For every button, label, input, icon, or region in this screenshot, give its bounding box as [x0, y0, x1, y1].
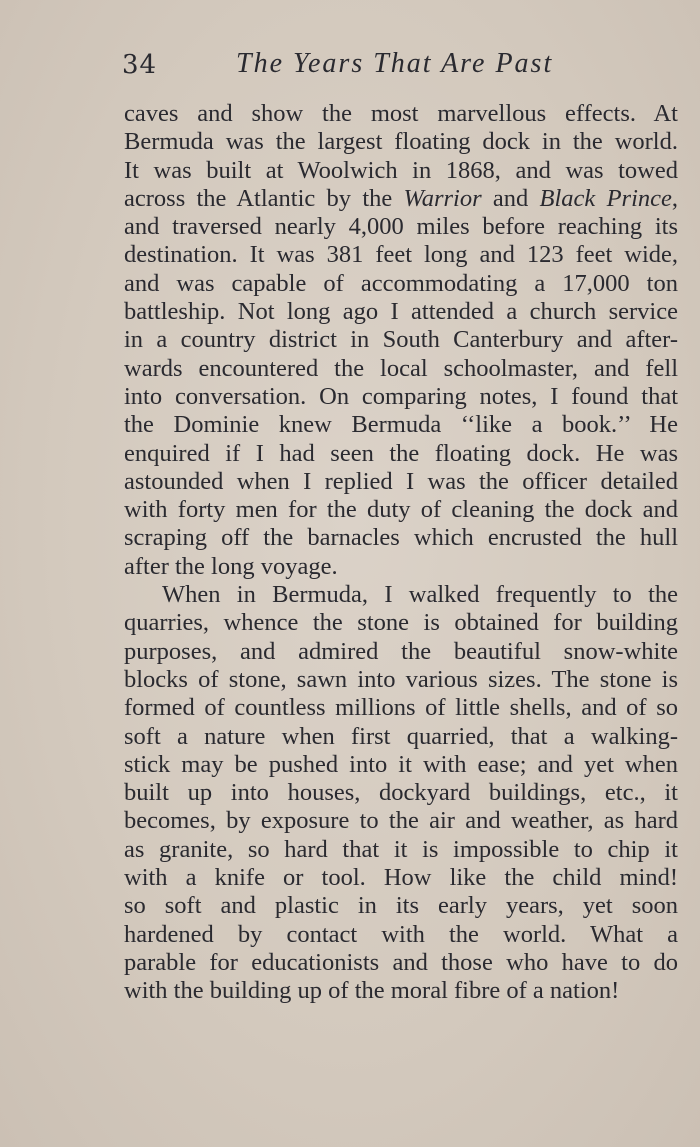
- text-line: [124, 723, 678, 751]
- text-run: with a knife or tool. How like the child mind!: [124, 864, 678, 892]
- text-run: the Dominie knew Bermuda ‘‘like a book.’’ He: [124, 411, 678, 439]
- text-run: built up into houses, dockyard buildings, etc., it: [124, 779, 678, 807]
- text-line: [124, 751, 678, 779]
- text-line: [124, 411, 678, 439]
- text-line: [124, 581, 678, 609]
- text-line: [124, 553, 678, 581]
- text-line: [124, 270, 678, 298]
- paragraph: [124, 581, 678, 1005]
- text-line: [124, 694, 678, 722]
- text-run: blocks of stone, sawn into various sizes. The stone is: [124, 665, 678, 693]
- text-run: destination. It was 381 feet long and 123 feet wide,: [124, 241, 678, 269]
- text-line: [124, 949, 678, 977]
- page-number: 34: [122, 50, 158, 80]
- text-run: scraping off the barnacles which encrusted the hull: [124, 524, 678, 552]
- text-line: [124, 440, 678, 468]
- text-line: [124, 977, 678, 1005]
- text-line: [124, 468, 678, 496]
- page-header: [122, 48, 678, 88]
- text-line: [124, 836, 678, 864]
- text-line: [124, 100, 678, 128]
- text-line: [124, 666, 678, 694]
- text-run: after the long voyage.: [124, 552, 338, 580]
- body-text: [124, 100, 678, 1006]
- text-line: [124, 921, 678, 949]
- text-run: and: [481, 184, 540, 212]
- text-line: [124, 638, 678, 666]
- text-line: [124, 807, 678, 835]
- text-run: When in Bermuda, I walked frequently to the: [162, 581, 678, 609]
- text-run: and traversed nearly 4,000 miles before reaching its: [124, 213, 678, 241]
- text-line: [124, 496, 678, 524]
- text-line: [124, 864, 678, 892]
- text-run: parable for educationists and those who have to do: [124, 948, 678, 976]
- text-line: [124, 128, 678, 156]
- text-line: [124, 326, 678, 354]
- text-line: [124, 157, 678, 185]
- running-title: The Years That Are Past: [236, 48, 554, 79]
- text-run: becomes, by exposure to the air and weather, as hard: [124, 807, 678, 835]
- text-line: [124, 298, 678, 326]
- text-run: enquired if I had seen the floating dock. He was: [124, 439, 678, 467]
- italic-text: Warrior: [403, 184, 482, 212]
- text-line: [124, 241, 678, 269]
- italic-text: Black Prince: [539, 184, 672, 212]
- text-line: [124, 892, 678, 920]
- text-run: wards encountered the local schoolmaster, and fell: [124, 354, 678, 382]
- text-line: [124, 213, 678, 241]
- text-run: into conversation. On comparing notes, I found that: [124, 382, 678, 410]
- text-run: so soft and plastic in its early years, yet soon: [124, 892, 678, 920]
- text-run: with forty men for the duty of cleaning the dock and: [124, 496, 678, 524]
- text-run: and was capable of accommodating a 17,000 ton: [124, 269, 678, 297]
- text-run: soft a nature when first quarried, that a walking-: [124, 722, 678, 750]
- text-line: [124, 779, 678, 807]
- text-run: astounded when I replied I was the officer detailed: [124, 467, 678, 495]
- text-line: [124, 383, 678, 411]
- text-run: purposes, and admired the beautiful snow-white: [124, 637, 678, 665]
- text-line: [124, 355, 678, 383]
- text-run: caves and show the most marvellous effects. At: [124, 100, 678, 127]
- text-run: Bermuda was the largest floating dock in the world.: [124, 128, 678, 156]
- text-run: stick may be pushed into it with ease; and yet when: [124, 750, 678, 778]
- text-run: across the Atlantic by the: [124, 184, 404, 212]
- text-line: [124, 185, 678, 213]
- paragraph: [124, 100, 678, 581]
- text-run: battleship. Not long ago I attended a church service: [124, 298, 678, 326]
- text-run: hardened by contact with the world. What a: [124, 920, 678, 948]
- text-run: ,: [671, 184, 679, 212]
- text-run: with the building up of the moral fibre of a nation!: [124, 977, 620, 1005]
- text-line: [124, 609, 678, 637]
- text-run: quarries, whence the stone is obtained for building: [124, 609, 678, 637]
- text-line: [124, 524, 678, 552]
- text-run: formed of countless millions of little shells, and of so: [124, 694, 678, 722]
- text-run: It was built at Woolwich in 1868, and was towed: [124, 156, 678, 184]
- text-run: as granite, so hard that it is impossible to chip it: [124, 835, 678, 863]
- text-run: in a country district in South Canterbury and after-: [124, 326, 678, 354]
